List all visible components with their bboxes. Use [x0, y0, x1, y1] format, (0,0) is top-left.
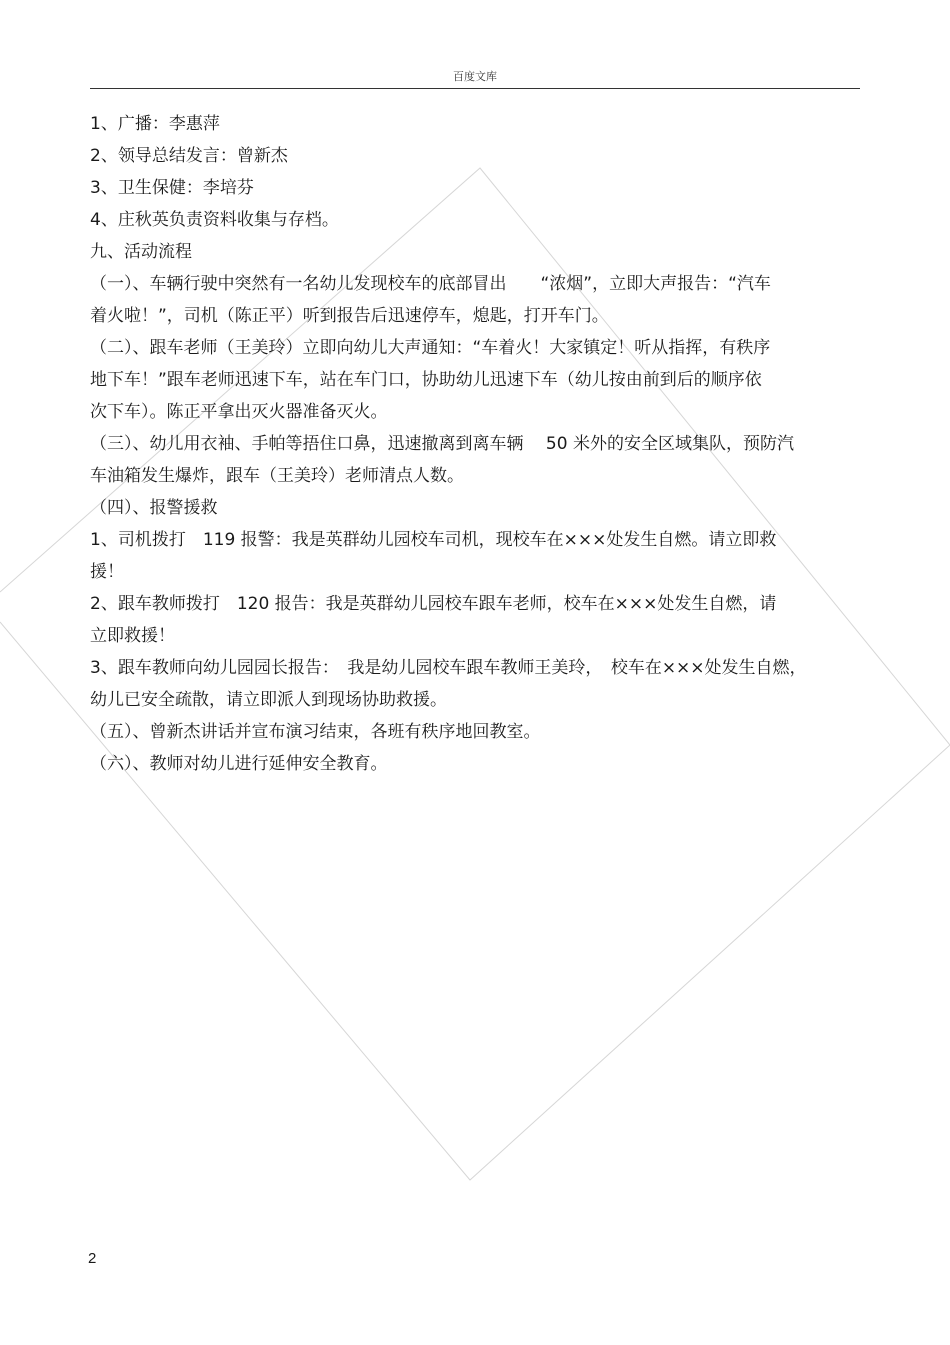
text-line: 4、庄秋英负责资料收集与存档。	[90, 210, 339, 230]
text-line: （六）、教师对幼儿进行延伸安全教育。	[90, 754, 388, 774]
page-number: 2	[88, 1250, 97, 1267]
header-title: 百度文库	[453, 70, 497, 83]
text-line: 2、领导总结发言：曾新杰	[90, 146, 288, 166]
text-line: 2、跟车教师拨打 120 报告：我是英群幼儿园校车跟车老师，校车在×××处发生自燃，请	[90, 594, 777, 614]
text-line: （一）、车辆行驶中突然有一名幼儿发现校车的底部冒出 “浓烟”，立即大声报告：“汽车	[90, 274, 771, 294]
text-line: 1、广播：李惠萍	[90, 114, 220, 134]
text-line: 立即救援！	[90, 626, 175, 646]
document-body	[90, 108, 860, 780]
text-line: （五）、曾新杰讲话并宣布演习结束，各班有秩序地回教室。	[90, 722, 541, 742]
page-header	[90, 62, 860, 89]
text-line: （二）、跟车老师（王美玲）立即向幼儿大声通知：“车着火！大家镇定！听从指挥，有秩序	[90, 338, 771, 358]
text-line: 着火啦！”，司机（陈正平）听到报告后迅速停车，熄匙，打开车门。	[90, 306, 609, 326]
text-line: 地下车！”跟车老师迅速下车，站在车门口，协助幼儿迅速下车（幼儿按由前到后的顺序依	[90, 370, 762, 390]
text-line: （三）、幼儿用衣袖、手帕等捂住口鼻，迅速撤离到离车辆 50 米外的安全区域集队，预防汽	[90, 434, 794, 454]
section-heading: 九、活动流程	[90, 242, 192, 262]
text-line: 援！	[90, 562, 124, 582]
text-line: （四）、报警援救	[90, 498, 218, 518]
text-line: 3、跟车教师向幼儿园园长报告： 我是幼儿园校车跟车教师王美玲， 校车在×××处发生自燃，	[90, 658, 807, 678]
text-line: 次下车）。陈正平拿出灭火器准备灭火。	[90, 402, 388, 422]
text-line: 车油箱发生爆炸，跟车（王美玲）老师清点人数。	[90, 466, 464, 486]
text-line: 1、司机拨打 119 报警：我是英群幼儿园校车司机，现校车在×××处发生自燃。请立即救	[90, 530, 777, 550]
text-line: 幼儿已安全疏散，请立即派人到现场协助救援。	[90, 690, 447, 710]
text-line: 3、卫生保健：李培芬	[90, 178, 254, 198]
